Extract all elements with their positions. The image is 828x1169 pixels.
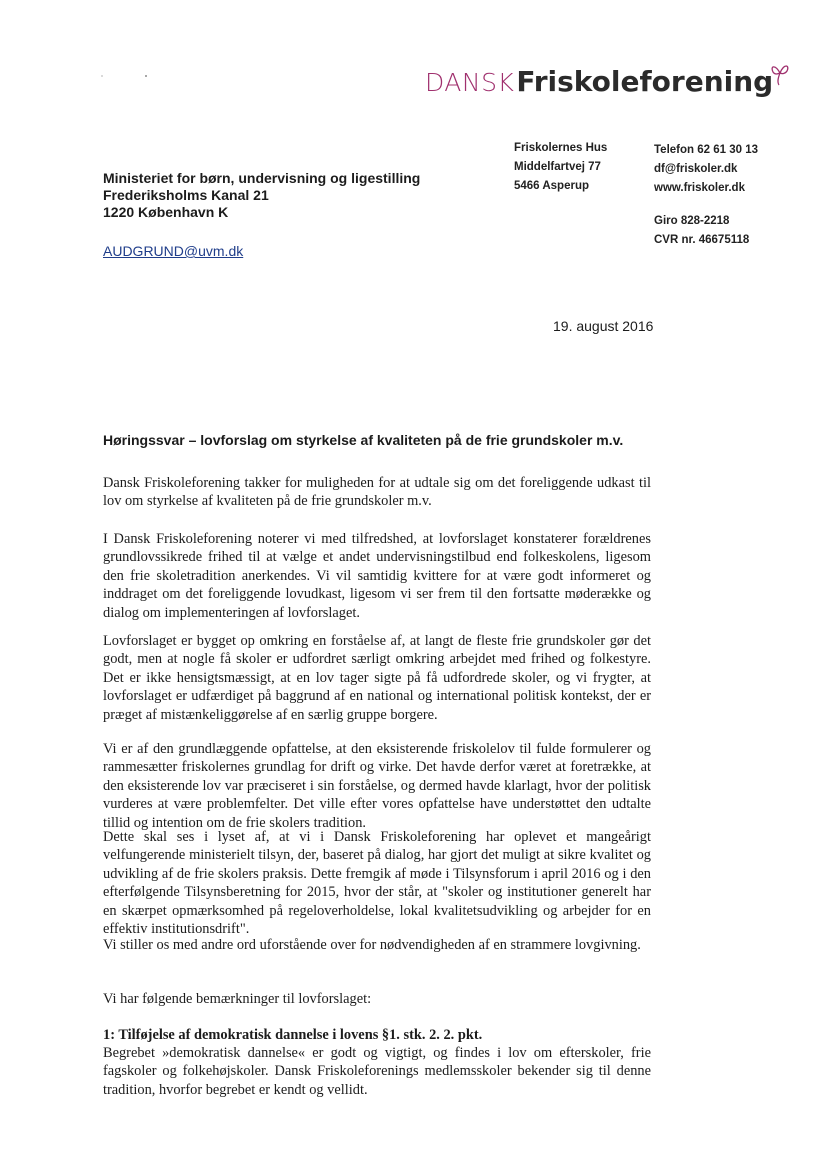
sender-address [514,139,607,196]
body-paragraph [103,1044,651,1099]
sender-line: 5466 Asperup [514,180,589,192]
sender-registration [654,212,749,250]
body-paragraph [103,474,651,511]
paragraph-text: Dansk Friskoleforening takker for muligheden for at udtale sig om det foreliggende udkast til lov om styrkelse af kvaliteten på de frie grundskoler m.v. [103,475,651,510]
paragraph-text: Vi stiller os med andre ord uforstående over for nødvendigheden af en strammere lovgivning. [103,937,641,953]
sender-website: www.friskoler.dk [654,182,745,194]
sender-email: df@friskoler.dk [654,163,738,175]
paragraph-text: Dette skal ses i lyset af, at vi i Dansk Friskoleforening har oplevet et mangeårigt velfungerende ministerielt tilsyn, der, baseret på dialog, har gjort det muligt at sikre kvalitet og udvikling af de frie skolers praksis. Dette fremgik af møde i Tilsynsforum i april 2016 og i den efterfølgende Tilsynsberetning for 2015, hvor der står, at "skoler og institutioner generelt har en skærpet opmærksomhed på regeloverholdelse, lokal kvalitetsudvikling og arbejder for en effektiv institutionsdrift". [103,829,651,938]
section-heading [103,1026,651,1044]
logo-text-friskoleforening: Friskoleforening [516,65,774,98]
section-heading-text: 1: Tilføjelse af demokratisk dannelse i lovens §1. stk. 2. 2. pkt. [103,1027,483,1043]
recipient-line: Frederiksholms Kanal 21 [103,187,269,203]
logo-text-dansk: DANSK [425,68,515,97]
sender-line: Middelfartvej 77 [514,161,601,173]
butterfly-logo-icon [769,60,791,86]
recipient-line: 1220 København K [103,204,229,220]
body-paragraph [103,530,651,622]
paragraph-text: Lovforslaget er bygget op omkring en forståelse af, at langt de fleste frie grundskoler gør det godt, men at nogle få skoler er udfordret særligt omkring arbejdet med frihed og folkestyre. Det er ikke hensigtsmæssigt, at en lov tager sigte på få udfordrede skoler, og vi frygter, at lovforslaget er udfærdiget på baggrund af en national og international politisk kontekst, der er præget af mistænkeliggørelse af en særlig gruppe borgere. [103,633,651,723]
letter-subject: Høringssvar – lovforslag om styrkelse af kvaliteten på de frie grundskoler m.v. [103,432,624,448]
body-paragraph [103,632,651,724]
sender-line: Friskolernes Hus [514,142,608,154]
recipient-email-link[interactable]: AUDGRUND@uvm.dk [103,243,244,259]
paragraph-text: Vi har følgende bemærkninger til lovforslaget: [103,991,372,1007]
sender-phone: Telefon 62 61 30 13 [654,144,758,156]
body-paragraph [103,990,651,1008]
logo [425,65,774,98]
recipient-address [103,170,420,221]
letter-date: 19. august 2016 [553,318,654,334]
recipient-line: Ministeriet for børn, undervisning og ligestilling [103,170,421,186]
sender-cvr: CVR nr. 46675118 [654,234,750,246]
body-paragraph [103,828,651,938]
scan-speck [100,74,160,78]
body-paragraph [103,740,651,832]
body-paragraph [103,936,651,954]
sender-giro: Giro 828-2218 [654,215,730,227]
paragraph-text: Begrebet »demokratisk dannelse« er godt og vigtigt, og findes i lov om efterskoler, frie fagskoler og folkehøjskoler. Dansk Friskoleforenings medlemsskoler bekender sig til denne tradition, hvorfor begrebet er kendt og vellidt. [103,1045,651,1098]
paragraph-text: Vi er af den grundlæggende opfattelse, at den eksisterende friskolelov til fulde formulerer og rammesætter friskolernes grundlag for drift og virke. Det havde derfor været at foretrække, at den eksisterende lov var præciseret i sin forståelse, og dermed havde klarlagt, hvor der politisk vurderes at være problemfelter. Det ville efter vores opfattelse have understøttet den udtalte tillid og intention om de frie skolers tradition. [103,741,651,831]
paragraph-text: I Dansk Friskoleforening noterer vi med tilfredshed, at lovforslaget konstaterer forældrenes grundlovssikrede frihed til at vælge et andet undervisningstilbud end folkeskolens, ligesom den frie skoletradition anerkendes. Vi vil samtidig kvittere for at være godt informeret og inddraget om det foreliggende lovudkast, ligesom vi ser frem til den fortsatte møderække og dialog om implementeringen af lovforslaget. [103,531,651,621]
sender-contact [654,141,758,198]
